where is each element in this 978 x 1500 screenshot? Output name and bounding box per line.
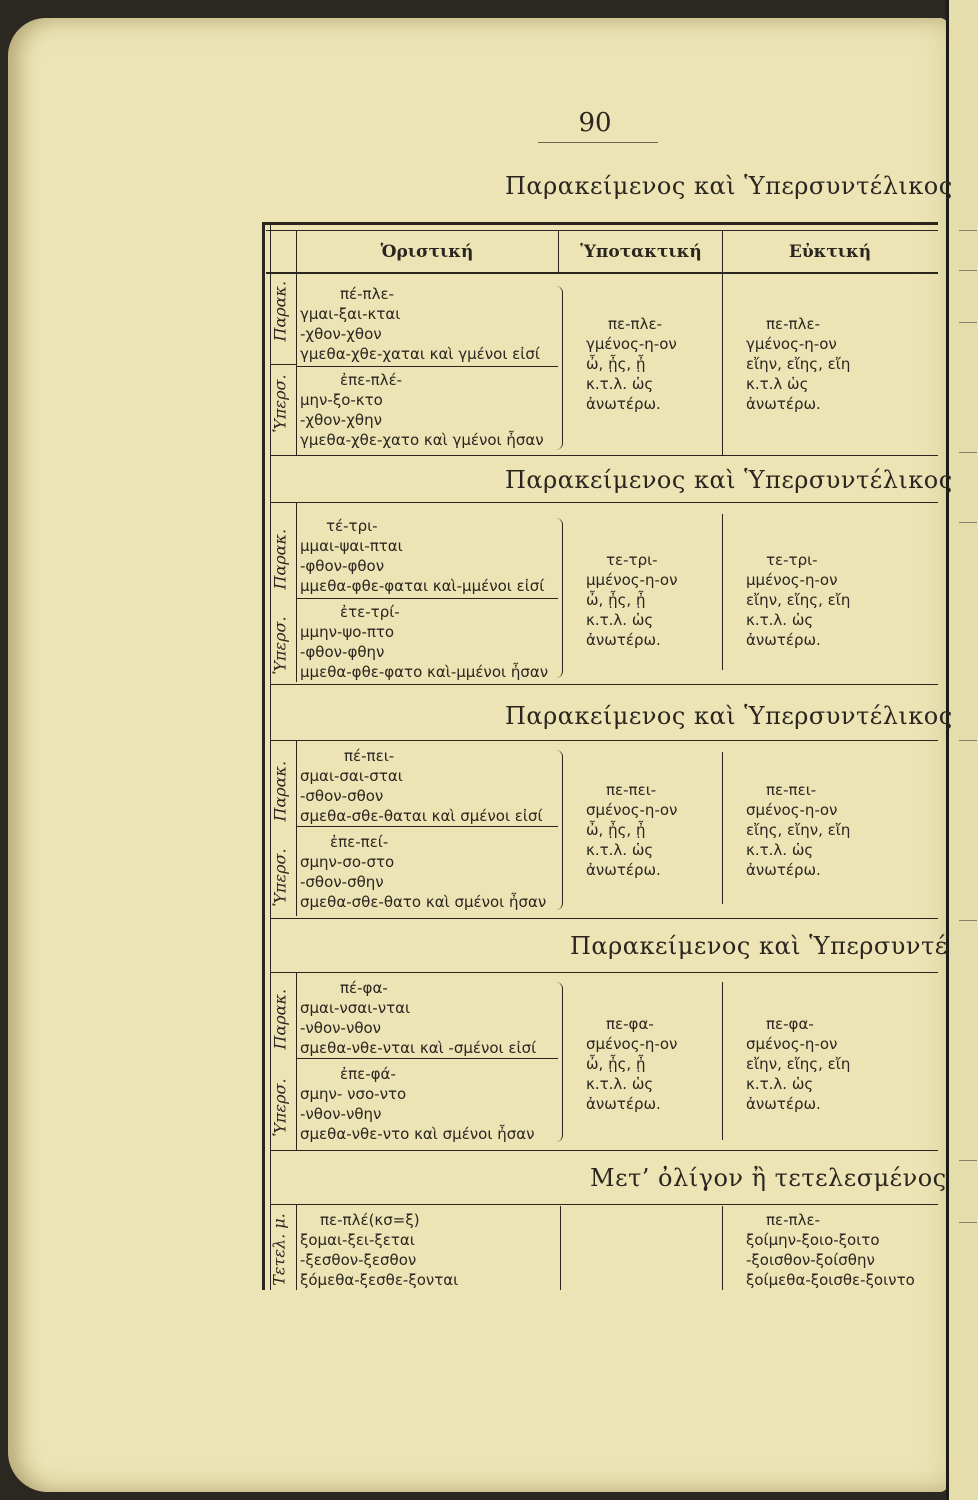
plup-line: σμην-σο-στο: [300, 853, 395, 871]
section-title: Παρακείμενος καὶ Ὑπερσυντέ: [570, 932, 948, 960]
perf-line: -χθον-χθον: [300, 325, 382, 343]
perf-line: -φθον-φθον: [300, 557, 385, 575]
plup-line: μην-ξο-κτο: [300, 391, 383, 409]
opt-line: πε-πλε-: [766, 315, 820, 333]
perf-line: γμαι-ξαι-κται: [300, 305, 401, 323]
plup-line: σμην- νσο-ντο: [300, 1085, 407, 1103]
ind-line: πε-πλέ(κσ=ξ): [320, 1211, 420, 1229]
opt-line: ἀνωτέρω.: [746, 861, 821, 879]
opt-line: εἴην, εἴης, εἴη: [746, 591, 851, 609]
perf-line: σμεθα-σθε-θαται καὶ σμένοι εἰσί: [300, 807, 543, 825]
section-divider: [270, 1150, 938, 1151]
label-perfect: Παρακ.: [270, 988, 290, 1050]
opt-line: -ξοισθον-ξοίσθην: [746, 1251, 875, 1269]
ind-line: ξόμεθα-ξεσθε-ξονται: [300, 1271, 459, 1289]
opt-line: πε-πλε-: [766, 1211, 820, 1229]
header-bottom-rule: [266, 272, 938, 274]
perf-line: -νθον-νθον: [300, 1019, 382, 1037]
col3-rule: [722, 752, 723, 904]
brace: [556, 982, 563, 1142]
plup-line: -νθον-νθην: [300, 1105, 382, 1123]
perf-line: πέ-φα-: [340, 979, 388, 997]
opt-line: γμένος-η-ον: [746, 335, 837, 353]
subj-line: κ.τ.λ. ὡς: [586, 1075, 654, 1093]
opt-line: κ.τ.λ. ὡς: [746, 1075, 814, 1093]
opt-line: ἀνωτέρω.: [746, 631, 821, 649]
section-rule: [270, 502, 938, 503]
subj-line: γμένος-η-ον: [586, 335, 677, 353]
perf-line: γμεθα-χθε-χαται καὶ γμένοι εἰσί: [300, 345, 540, 363]
label-pluperfect: Ὑπερσ.: [270, 374, 290, 433]
plup-line: ἐπε-πλέ-: [340, 371, 403, 389]
opt-line: εἴην, εἴης, εἴη: [746, 1055, 851, 1073]
plup-line: σμεθα-σθε-θατο καὶ σμένοι ἦσαν: [300, 893, 547, 911]
opt-line: σμένος-η-ον: [746, 801, 838, 819]
section-divider: [270, 918, 938, 919]
row-divider: [296, 1058, 558, 1059]
ind-line: ξομαι-ξει-ξεται: [300, 1231, 415, 1249]
subj-line: ὦ, ᾖς, ᾖ: [586, 355, 646, 373]
plup-line: ἐτε-τρί-: [340, 603, 400, 621]
label-column-rule: [296, 230, 297, 455]
plup-line: ἐπε-φά-: [340, 1065, 396, 1083]
col3-rule: [722, 230, 723, 455]
subj-line: πε-πει-: [606, 781, 657, 799]
perf-line: πέ-πλε-: [340, 285, 394, 303]
label-perfect: Παρακ.: [270, 760, 290, 822]
subj-line: ἀνωτέρω.: [586, 861, 661, 879]
subj-line: μμένος-η-ον: [586, 571, 678, 589]
perf-line: πέ-πει-: [344, 747, 395, 765]
table-top-border: [262, 222, 938, 225]
opt-line: εἴην, εἴης, εἴη: [746, 355, 851, 373]
subj-line: ὦ, ᾖς, ᾖ: [586, 821, 646, 839]
row-divider: [296, 826, 558, 827]
row-divider: [296, 598, 558, 599]
label-column-rule: [296, 1204, 297, 1290]
header-subjunctive: Ὑποτακτική: [580, 242, 702, 262]
section-rule: [270, 1204, 938, 1205]
plup-line: μμην-ψο-πτο: [300, 623, 395, 641]
brace: [556, 518, 563, 678]
opt-line: πε-φα-: [766, 1015, 814, 1033]
perf-line: σμεθα-νθε-νται καὶ -σμένοι εἰσί: [300, 1039, 537, 1057]
subj-line: ἀνωτέρω.: [586, 631, 661, 649]
section-rule: [270, 740, 938, 741]
opt-line: πε-πει-: [766, 781, 817, 799]
opt-line: κ.τ.λ. ὡς: [746, 841, 814, 859]
opt-line: ἀνωτέρω.: [746, 395, 821, 413]
opt-line: κ.τ.λ ὡς: [746, 375, 809, 393]
brace: [556, 286, 563, 450]
opt-line: εἴης, εἴην, εἴη: [746, 821, 851, 839]
label-column-rule: [296, 740, 297, 916]
perf-line: -σθον-σθον: [300, 787, 384, 805]
page-number-rule: [538, 142, 658, 143]
section-divider: [270, 455, 938, 456]
opt-line: τε-τρι-: [766, 551, 818, 569]
subj-line: ὦ, ᾖς, ᾖ: [586, 591, 646, 609]
plup-line: σμεθα-νθε-ντο καὶ σμένοι ἦσαν: [300, 1125, 535, 1143]
section-title: Παρακείμενος καὶ Ὑπερσυντέλικος: [505, 702, 953, 730]
subj-line: πε-φα-: [606, 1015, 654, 1033]
subj-line: κ.τ.λ. ὡς: [586, 841, 654, 859]
perf-line: μμαι-ψαι-πται: [300, 537, 403, 555]
row-divider: [296, 366, 558, 367]
subj-line: σμένος-η-ον: [586, 801, 678, 819]
label-pluperfect: Ὑπερσ.: [270, 616, 290, 675]
page-number: 90: [578, 108, 612, 138]
perf-line: σμαι-σαι-σται: [300, 767, 403, 785]
plup-line: -σθον-σθην: [300, 873, 384, 891]
col2-rule: [560, 1206, 561, 1290]
label-column-rule: [296, 972, 297, 1150]
subj-line: ἀνωτέρω.: [586, 395, 661, 413]
col3-rule: [722, 1206, 723, 1290]
opt-line: ἀνωτέρω.: [746, 1095, 821, 1113]
label-perfect: Παρακ.: [270, 528, 290, 590]
section-divider: [270, 684, 938, 685]
subj-line: σμένος-η-ον: [586, 1035, 678, 1053]
plup-line: μμεθα-φθε-φατο καὶ-μμένοι ἦσαν: [300, 663, 549, 681]
subj-line: πε-πλε-: [608, 315, 662, 333]
opt-line: ξοίμεθα-ξοισθε-ξοιντο: [746, 1271, 915, 1289]
opt-line: μμένος-η-ον: [746, 571, 838, 589]
col3-rule: [722, 982, 723, 1140]
subj-line: κ.τ.λ. ὡς: [586, 611, 654, 629]
perf-line: μμεθα-φθε-φαται καὶ-μμένοι εἰσί: [300, 577, 545, 595]
table-left-border: [262, 222, 265, 1290]
subj-line: τε-τρι-: [606, 551, 658, 569]
header-indicative: Ὁριστική: [380, 242, 474, 262]
label-pluperfect: Ὑπερσ.: [270, 1078, 290, 1137]
subj-line: ὦ, ᾖς, ᾖ: [586, 1055, 646, 1073]
section-title: Μετ’ ὀλίγον ἢ τετελεσμένος: [590, 1164, 947, 1192]
label-divider: [270, 364, 296, 365]
section-title: Παρακείμενος καὶ Ὑπερσυντέλικος: [505, 172, 953, 200]
ind-line: -ξεσθον-ξεσθον: [300, 1251, 417, 1269]
perf-line: τέ-τρι-: [326, 517, 378, 535]
plup-line: -φθον-φθην: [300, 643, 385, 661]
label-perfect: Παρακ.: [270, 280, 290, 342]
plup-line: ἐπε-πεί-: [330, 833, 389, 851]
opt-line: ξοίμην-ξοιο-ξοιτο: [746, 1231, 880, 1249]
plup-line: -χθον-χθην: [300, 411, 382, 429]
header-optative: Εὐκτική: [788, 242, 872, 262]
opt-line: κ.τ.λ. ὡς: [746, 611, 814, 629]
opt-line: σμένος-η-ον: [746, 1035, 838, 1053]
section-title: Παρακείμενος καὶ Ὑπερσυντέλικος: [505, 466, 953, 494]
col3-rule: [722, 514, 723, 670]
adjacent-page-edge: [946, 0, 978, 1500]
brace: [556, 750, 563, 910]
header-col-rule: [558, 230, 559, 274]
label-pluperfect: Ὑπερσ.: [270, 848, 290, 907]
label-future-perfect: Τετελ. μ.: [269, 1213, 289, 1286]
subj-line: ἀνωτέρω.: [586, 1095, 661, 1113]
plup-line: γμεθα-χθε-χατο καὶ γμένοι ἦσαν: [300, 431, 544, 449]
section-rule: [270, 972, 938, 973]
subj-line: κ.τ.λ. ὡς: [586, 375, 654, 393]
label-column-rule: [296, 502, 297, 682]
table-top-inner-rule: [266, 230, 938, 231]
perf-line: σμαι-νσαι-νται: [300, 999, 411, 1017]
